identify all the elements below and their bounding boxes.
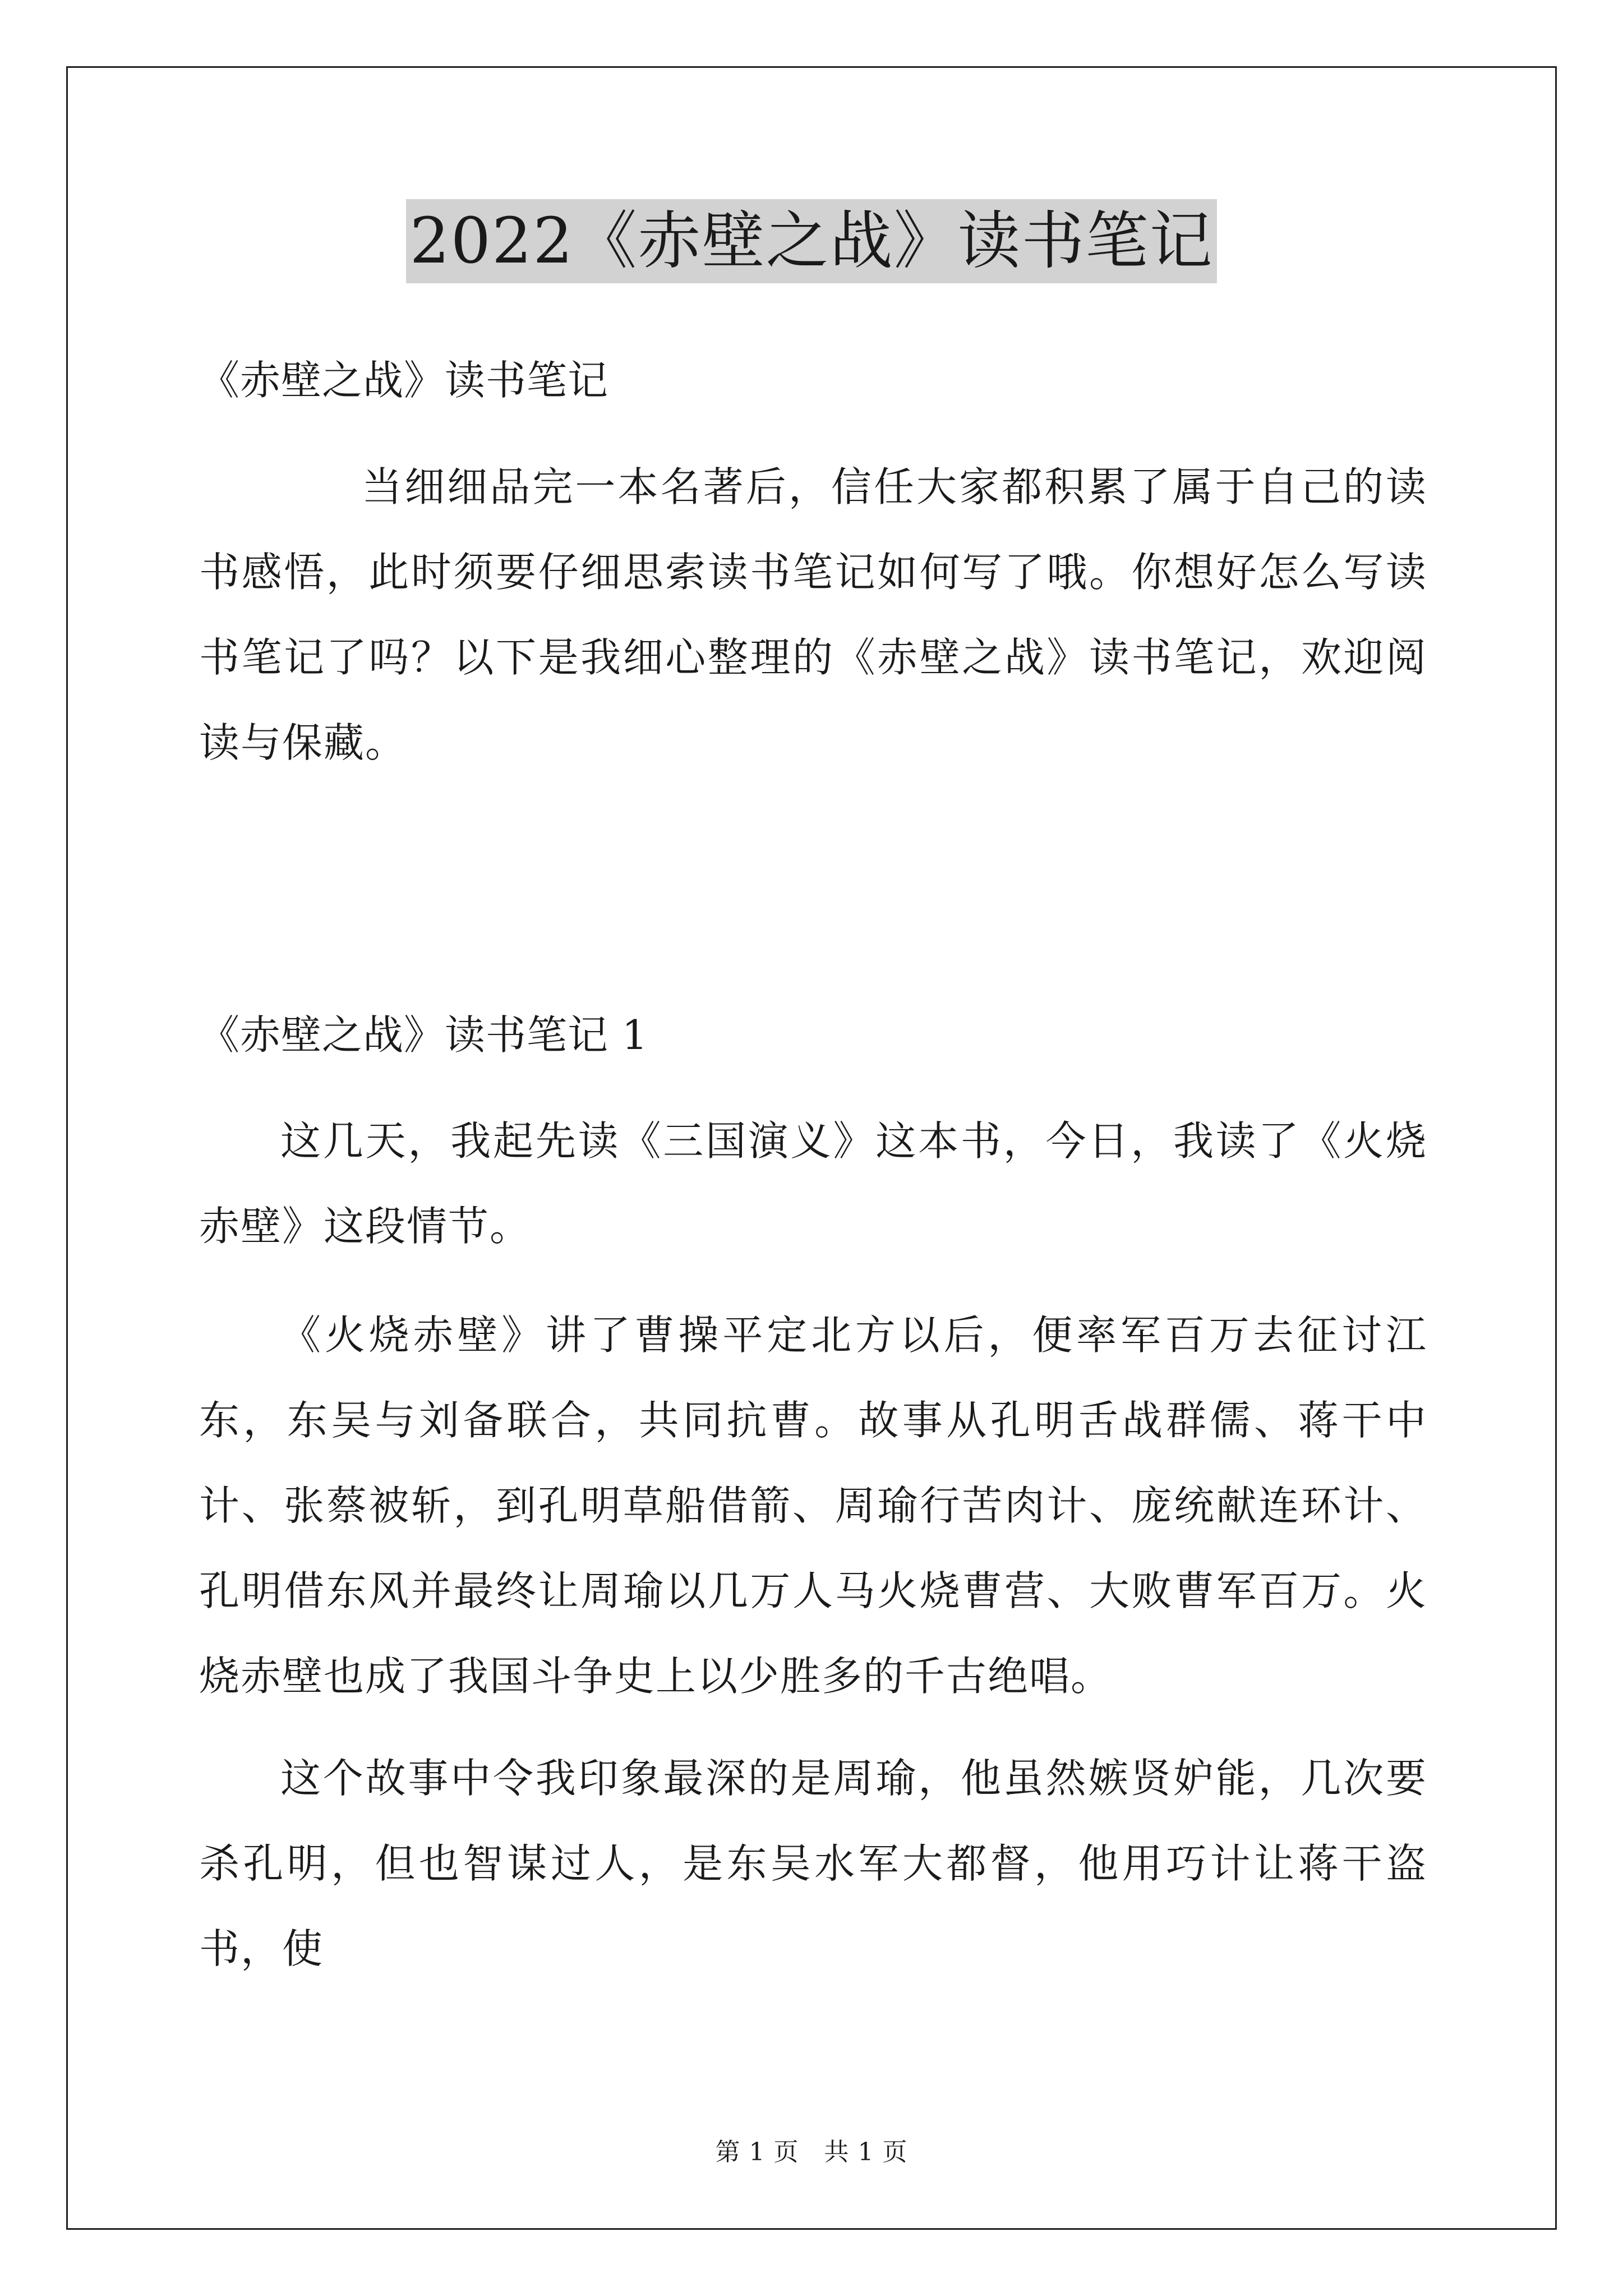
page-number: 第 1 页 共 1 页 <box>715 2138 908 2166</box>
body-paragraph-2: 《火烧赤壁》讲了曹操平定北方以后，便率军百万去征讨江东，东吴与刘备联合，共同抗曹。故事从孔明舌战群儒、蒋干中计、张蔡被斩，到孔明草船借箭、周瑜行苦肉计、庞统献连环计、孔明借东风并最终让周瑜以几万人马火烧曹营、大败曹军百万。火烧赤壁也成了我国斗争史上以少胜多的千古绝唱。 <box>199 1312 1427 1700</box>
section-heading: 《赤壁之战》读书笔记 1 <box>199 1011 648 1059</box>
document-subtitle: 《赤壁之战》读书笔记 <box>199 357 609 404</box>
body-paragraph-3: 这个故事中令我印象最深的是周瑜，他虽然嫉贤妒能，几次要杀孔明，但也智谋过人，是东吴水军大都督，他用巧计让蒋干盗书，使 <box>199 1755 1427 1972</box>
intro-paragraph: 当细细品完一本名著后，信任大家都积累了属于自己的读书感悟，此时须要仔细思索读书笔记如何写了哦。你想好怎么写读书笔记了吗？以下是我细心整理的《赤壁之战》读书笔记，欢迎阅读与保藏。 <box>199 463 1427 766</box>
title-container <box>0 199 1623 283</box>
body-paragraph-1: 这几天，我起先读《三国演义》这本书，今日，我读了《火烧赤壁》这段情节。 <box>199 1117 1427 1250</box>
document-title: 2022《赤壁之战》读书笔记 <box>406 199 1216 283</box>
